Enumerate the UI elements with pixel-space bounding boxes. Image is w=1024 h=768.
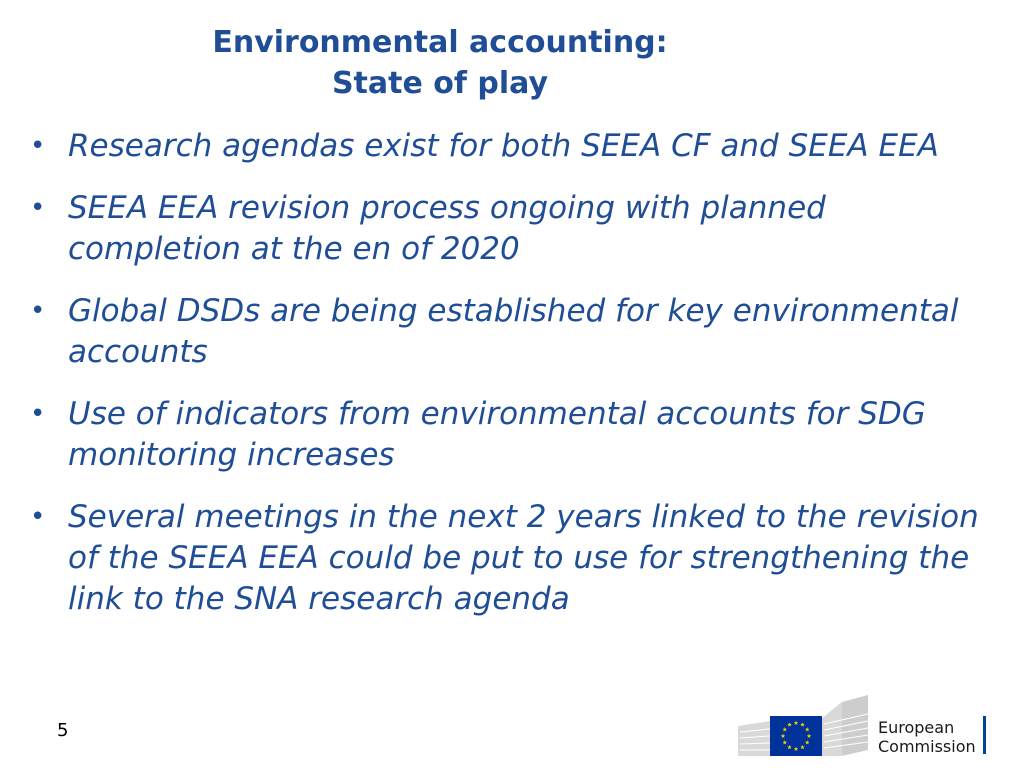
bullet-text: Several meetings in the next 2 years linked to the revision of the SEEA EEA could be put to use for strengthening the link to the SNA research agenda xyxy=(68,499,979,617)
logo-wordmark-line: European xyxy=(878,718,955,737)
title-line-2: State of play xyxy=(331,66,549,101)
bullet-text: Global DSDs are being established for key environmental accounts xyxy=(68,293,959,370)
bullet-dot-icon: • xyxy=(30,131,46,161)
bullet-item xyxy=(30,126,1005,167)
page-number: 5 xyxy=(57,720,69,741)
bullet-dot-icon: • xyxy=(30,399,46,429)
logo-wordmark-line: Commission xyxy=(878,737,976,756)
title-line-1: Environmental accounting: xyxy=(212,25,668,60)
bullet-item xyxy=(30,497,1005,620)
bullet-item xyxy=(30,291,1005,373)
logo-wordmark-icon xyxy=(878,718,976,756)
bullet-text: SEEA EEA revision process ongoing with planned completion at the en of 2020 xyxy=(68,190,826,267)
bullet-item xyxy=(30,394,1005,476)
slide-title xyxy=(0,22,880,104)
bullet-dot-icon: • xyxy=(30,296,46,326)
bullet-list xyxy=(30,126,1005,641)
bullet-item xyxy=(30,188,1005,270)
bullet-dot-icon: • xyxy=(30,502,46,532)
bullet-dot-icon: • xyxy=(30,193,46,223)
european-commission-logo xyxy=(736,688,992,760)
bullet-text: Use of indicators from environmental accounts for SDG monitoring increases xyxy=(68,396,926,473)
bullet-text: Research agendas exist for both SEEA CF and SEEA EEA xyxy=(68,128,939,164)
logo-accent-bar xyxy=(983,716,986,754)
